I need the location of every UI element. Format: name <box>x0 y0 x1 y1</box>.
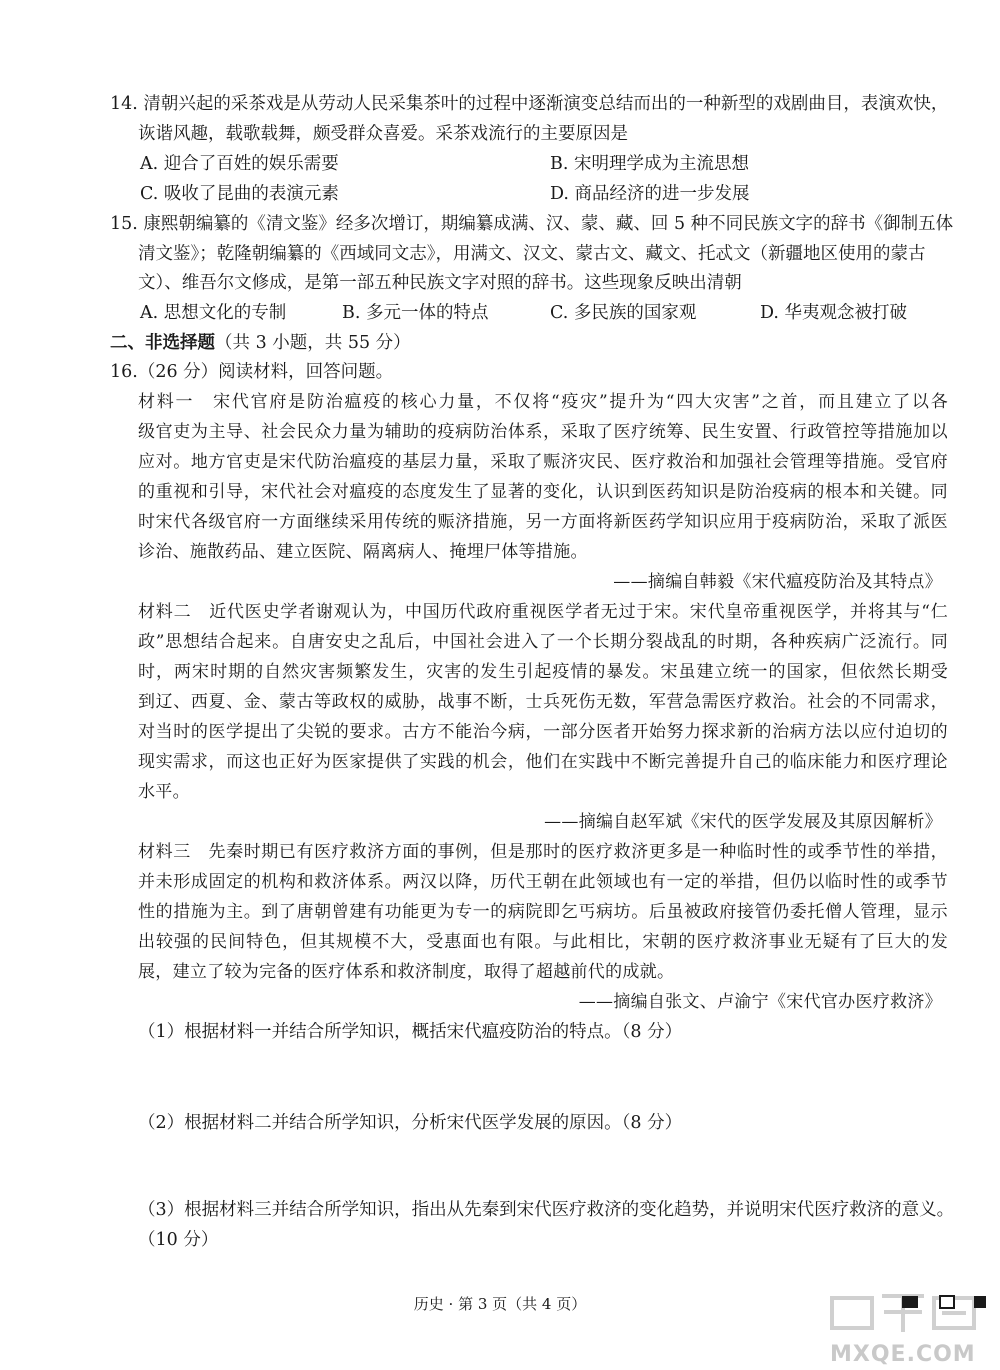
m1-line: 材料一 宋代官府是防治瘟疫的核心力量，不仅将“疫灾”提升为“四大灾害”之首，而且建立了以各 <box>138 392 948 412</box>
page-footer: 历史 · 第 3 页（共 4 页） <box>413 1295 587 1313</box>
q14-option-b: B. 宋明理学成为主流思想 <box>550 154 749 174</box>
section-heading <box>110 330 411 356</box>
q14-stem-line1: 14. 清朝兴起的采茶戏是从劳动人民采集茶叶的过程中逐渐演变总结而出的一种新型的戏剧曲目，表演欢快， <box>110 94 949 114</box>
m1-line: 时宋代各级官府一方面继续采用传统的赈济措施，另一方面将新医药学知识应用于疫病防治，采取了派医 <box>138 512 948 532</box>
q16-intro: 16.（26 分）阅读材料，回答问题。 <box>110 362 394 382</box>
m2-line: 到辽、西夏、金、蒙古等政权的威胁，战事不断，士兵死伤无数，军营急需医疗救治。社会的不同需求， <box>138 692 948 712</box>
m2-line: 对当时的医学提出了尖锐的要求。古方不能治今病，一部分医者开始努力探求新的治病方法以应付迫切的 <box>138 722 948 742</box>
m1-source: ——摘编自韩毅《宋代瘟疫防治及其特点》 <box>613 572 942 592</box>
q14-option-a: A. 迎合了百姓的娱乐需要 <box>140 154 339 174</box>
m1-line: 应对。地方官吏是宋代防治瘟疫的基层力量，采取了赈济灾民、医疗救治和加强社会管理等措施。受官府 <box>138 452 948 472</box>
q14-option-d: D. 商品经济的进一步发展 <box>550 184 750 204</box>
m3-line: 并未形成固定的机构和救济体系。两汉以降，历代王朝在此领域也有一定的举措，但仍以临时性的或季节 <box>138 872 948 892</box>
q15-option-d: D. 华夷观念被打破 <box>760 303 908 323</box>
q15-stem-line3: 文）、维吾尔文修成，是第一部五种民族文字对照的辞书。这些现象反映出清朝 <box>138 273 742 293</box>
m2-source: ——摘编自赵军斌《宋代的医学发展及其原因解析》 <box>544 812 942 832</box>
m2-line: 水平。 <box>138 782 190 802</box>
q15-option-a: A. 思想文化的专制 <box>140 303 287 323</box>
m3-line: 性的措施为主。到了唐朝曾建有功能更为专一的病院即乞丐病坊。后虽被政府接管仍委托僧人管理，显示 <box>138 902 948 922</box>
m2-line: 时，两宋时期的自然灾害频繁发生，灾害的发生引起疫情的暴发。宋虽建立统一的国家，但依然长期受 <box>138 662 948 682</box>
m1-line: 的重视和引导，宋代社会对瘟疫的态度发生了显著的变化，认识到医药知识是防治疫病的根本和关键。同 <box>138 482 948 502</box>
section-title: 二、非选择题 <box>110 333 215 353</box>
m1-line: 级官吏为主导、社会民众力量为辅助的疫病防治体系，采取了医疗统筹、民生安置、行政管控等措施加以 <box>138 422 948 442</box>
q15-option-b: B. 多元一体的特点 <box>342 303 489 323</box>
q15-stem-line2: 清文鉴》；乾隆朝编纂的《西域同文志》，用满文、汉文、蒙古文、藏文、托忒文（新疆地区使用的蒙古 <box>138 244 926 264</box>
section-note: （共 3 小题，共 55 分） <box>215 333 411 353</box>
q15-option-c: C. 多民族的国家观 <box>550 303 697 323</box>
watermark-text: MXQE.COM <box>830 1342 976 1367</box>
sub-question-1: （1）根据材料一并结合所学知识，概括宋代瘟疫防治的特点。（8 分） <box>138 1022 683 1042</box>
sub-question-2: （2）根据材料二并结合所学知识，分析宋代医学发展的原因。（8 分） <box>138 1113 683 1133</box>
m3-line: 材料三 先秦时期已有医疗救济方面的事例，但是那时的医疗救济更多是一种临时性的或季节性的举措， <box>138 842 948 862</box>
m1-line: 诊治、施散药品、建立医院、隔离病人、掩埋尸体等措施。 <box>138 542 588 562</box>
q15-stem-line1: 15. 康熙朝编纂的《清文鉴》经多次增订，期编纂成满、汉、蒙、藏、回 5 种不同民族文字的辞书《御制五体 <box>110 214 954 234</box>
q14-option-c: C. 吸收了昆曲的表演元素 <box>140 184 339 204</box>
m3-source: ——摘编自张文、卢渝宁《宋代官办医疗救济》 <box>578 992 942 1012</box>
m2-line: 材料二 近代医史学者谢观认为，中国历代政府重视医学者无过于宋。宋代皇帝重视医学，并将其与“仁 <box>138 602 948 622</box>
m3-line: 展，建立了较为完备的医疗体系和救济制度，取得了超越前代的成就。 <box>138 962 675 982</box>
m2-line: 现实需求，而这也正好为医家提供了实践的机会，他们在实践中不断完善提升自己的临床能力和医疗理论 <box>138 752 948 772</box>
q14-stem-line2: 诙谐风趣，载歌载舞，颇受群众喜爱。采茶戏流行的主要原因是 <box>138 124 628 144</box>
m3-line: 出较强的民间特色，但其规模不大，受惠面也有限。与此相比，宋朝的医疗救济事业无疑有了巨大的发 <box>138 932 948 952</box>
sub-question-3-line2: （10 分） <box>138 1230 219 1250</box>
sub-question-3-line1: （3）根据材料三并结合所学知识，指出从先秦到宋代医疗救济的变化趋势，并说明宋代医疗救济的意义。 <box>138 1200 955 1220</box>
m2-line: 政”思想结合起来。自唐安史之乱后，中国社会进入了一个长期分裂战乱的时期，各种疾病广泛流行。同 <box>138 632 948 652</box>
